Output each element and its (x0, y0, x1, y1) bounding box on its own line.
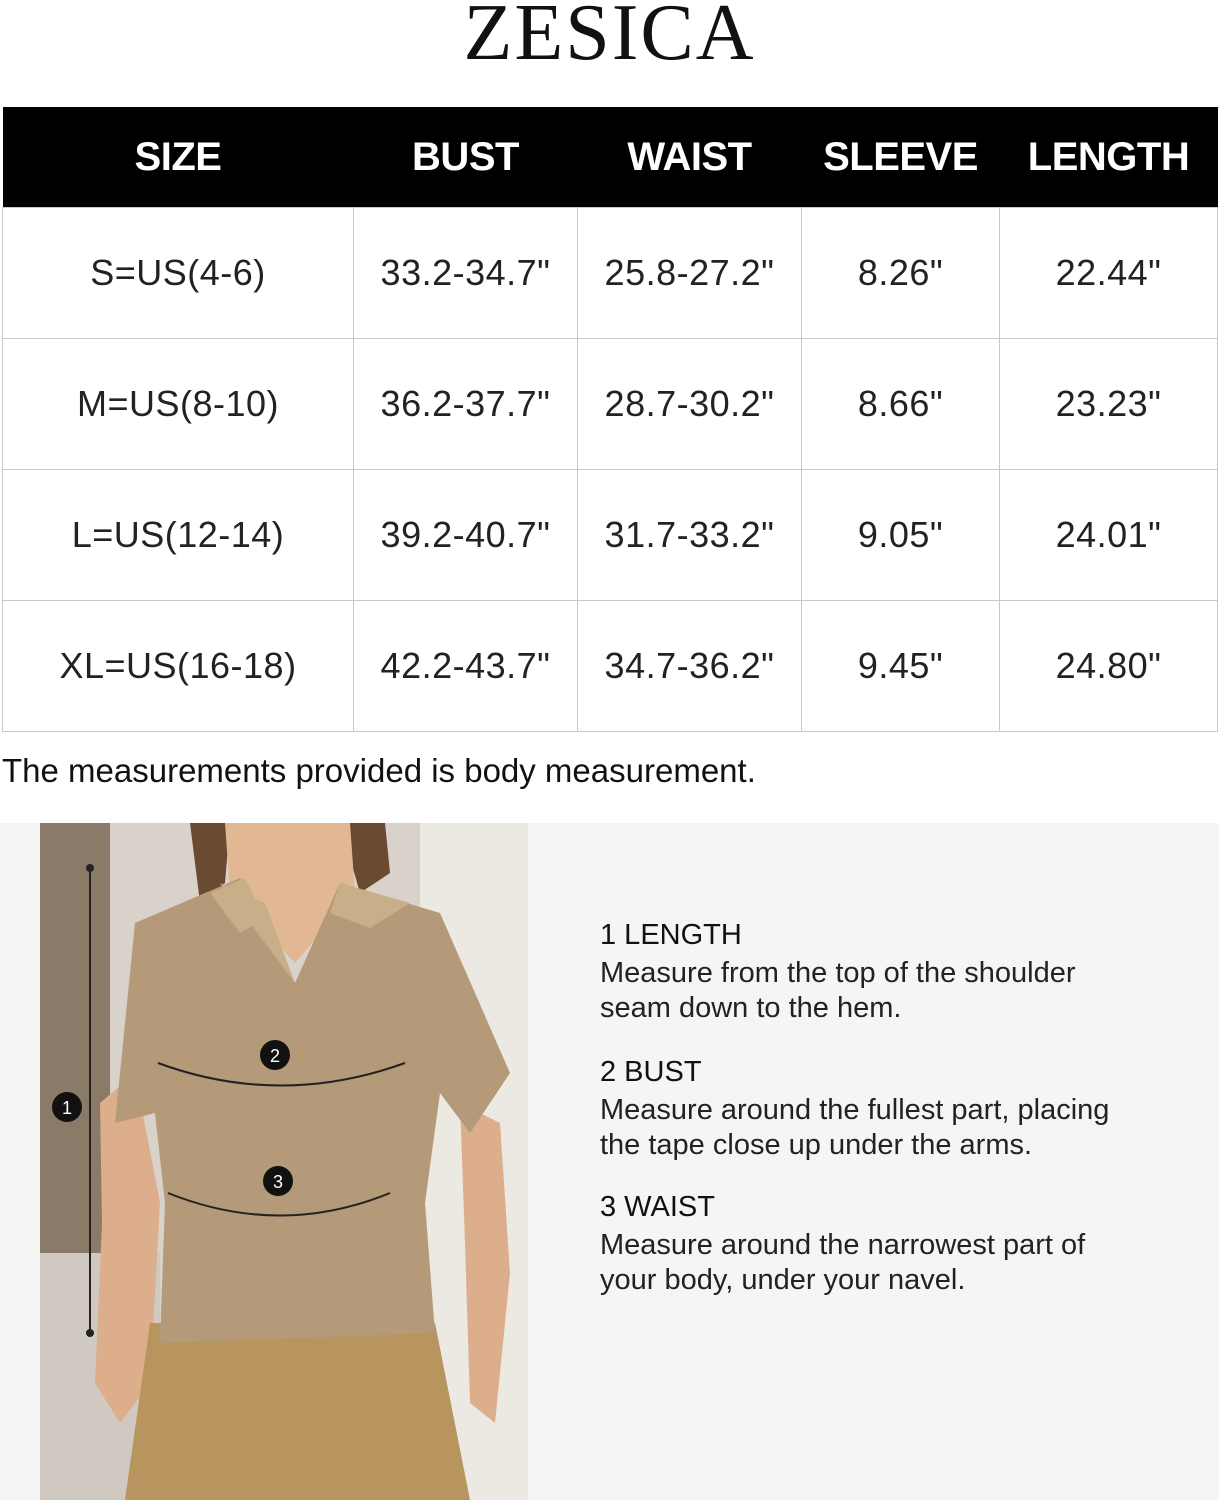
size-cell: XL=US(16-18) (3, 601, 354, 732)
sleeve-cell: 8.26" (802, 208, 1000, 339)
bust-cell: 36.2-37.7" (354, 339, 578, 470)
length-text-line: seam down to the hem. (600, 992, 902, 1024)
length-instruction (600, 919, 1200, 1026)
length-line-top-dot (86, 864, 94, 872)
bust-title: 2 BUST (600, 1056, 702, 1088)
marker-3-label: 3 (272, 1172, 284, 1192)
length-title: 1 LENGTH (600, 919, 742, 951)
model-photo (40, 823, 528, 1500)
marker-1-label: 1 (61, 1098, 73, 1118)
size-cell: M=US(8-10) (3, 339, 354, 470)
table-row (3, 208, 1218, 339)
length-cell: 24.01" (1000, 470, 1218, 601)
waist-cell: 25.8-27.2" (578, 208, 802, 339)
size-chart-table (2, 107, 1218, 732)
header-waist: WAIST (578, 107, 802, 208)
length-text-line: Measure from the top of the shoulder (600, 957, 1076, 989)
size-cell: L=US(12-14) (3, 470, 354, 601)
marker-1 (52, 1092, 82, 1122)
marker-3 (263, 1166, 293, 1196)
header-length: LENGTH (1000, 107, 1218, 208)
measurement-guide-panel (0, 823, 1219, 1500)
size-cell: S=US(4-6) (3, 208, 354, 339)
table-row (3, 339, 1218, 470)
header-sleeve: SLEEVE (802, 107, 1000, 208)
sleeve-cell: 9.45" (802, 601, 1000, 732)
waist-cell: 31.7-33.2" (578, 470, 802, 601)
bust-cell: 42.2-43.7" (354, 601, 578, 732)
table-header-row (3, 107, 1218, 208)
header-size: SIZE (3, 107, 354, 208)
sleeve-cell: 8.66" (802, 339, 1000, 470)
table-row (3, 470, 1218, 601)
waist-cell: 28.7-30.2" (578, 339, 802, 470)
marker-2-label: 2 (269, 1046, 281, 1066)
bust-cell: 39.2-40.7" (354, 470, 578, 601)
length-cell: 22.44" (1000, 208, 1218, 339)
brand-logo: ZESICA (463, 0, 756, 77)
header-bust: BUST (354, 107, 578, 208)
measurement-note: The measurements provided is body measurement. (2, 752, 756, 789)
waist-cell: 34.7-36.2" (578, 601, 802, 732)
waist-instruction (600, 1191, 1200, 1298)
bust-text-line: the tape close up under the arms. (600, 1129, 1033, 1161)
marker-2 (260, 1040, 290, 1070)
bust-cell: 33.2-34.7" (354, 208, 578, 339)
table-row (3, 601, 1218, 732)
length-cell: 23.23" (1000, 339, 1218, 470)
waist-title: 3 WAIST (600, 1191, 715, 1223)
length-line-bottom-dot (86, 1329, 94, 1337)
length-cell: 24.80" (1000, 601, 1218, 732)
waist-text-line: your body, under your navel. (600, 1264, 966, 1296)
sleeve-cell: 9.05" (802, 470, 1000, 601)
bust-instruction (600, 1056, 1200, 1163)
bust-text-line: Measure around the fullest part, placing (600, 1094, 1110, 1126)
waist-text-line: Measure around the narrowest part of (600, 1229, 1086, 1261)
